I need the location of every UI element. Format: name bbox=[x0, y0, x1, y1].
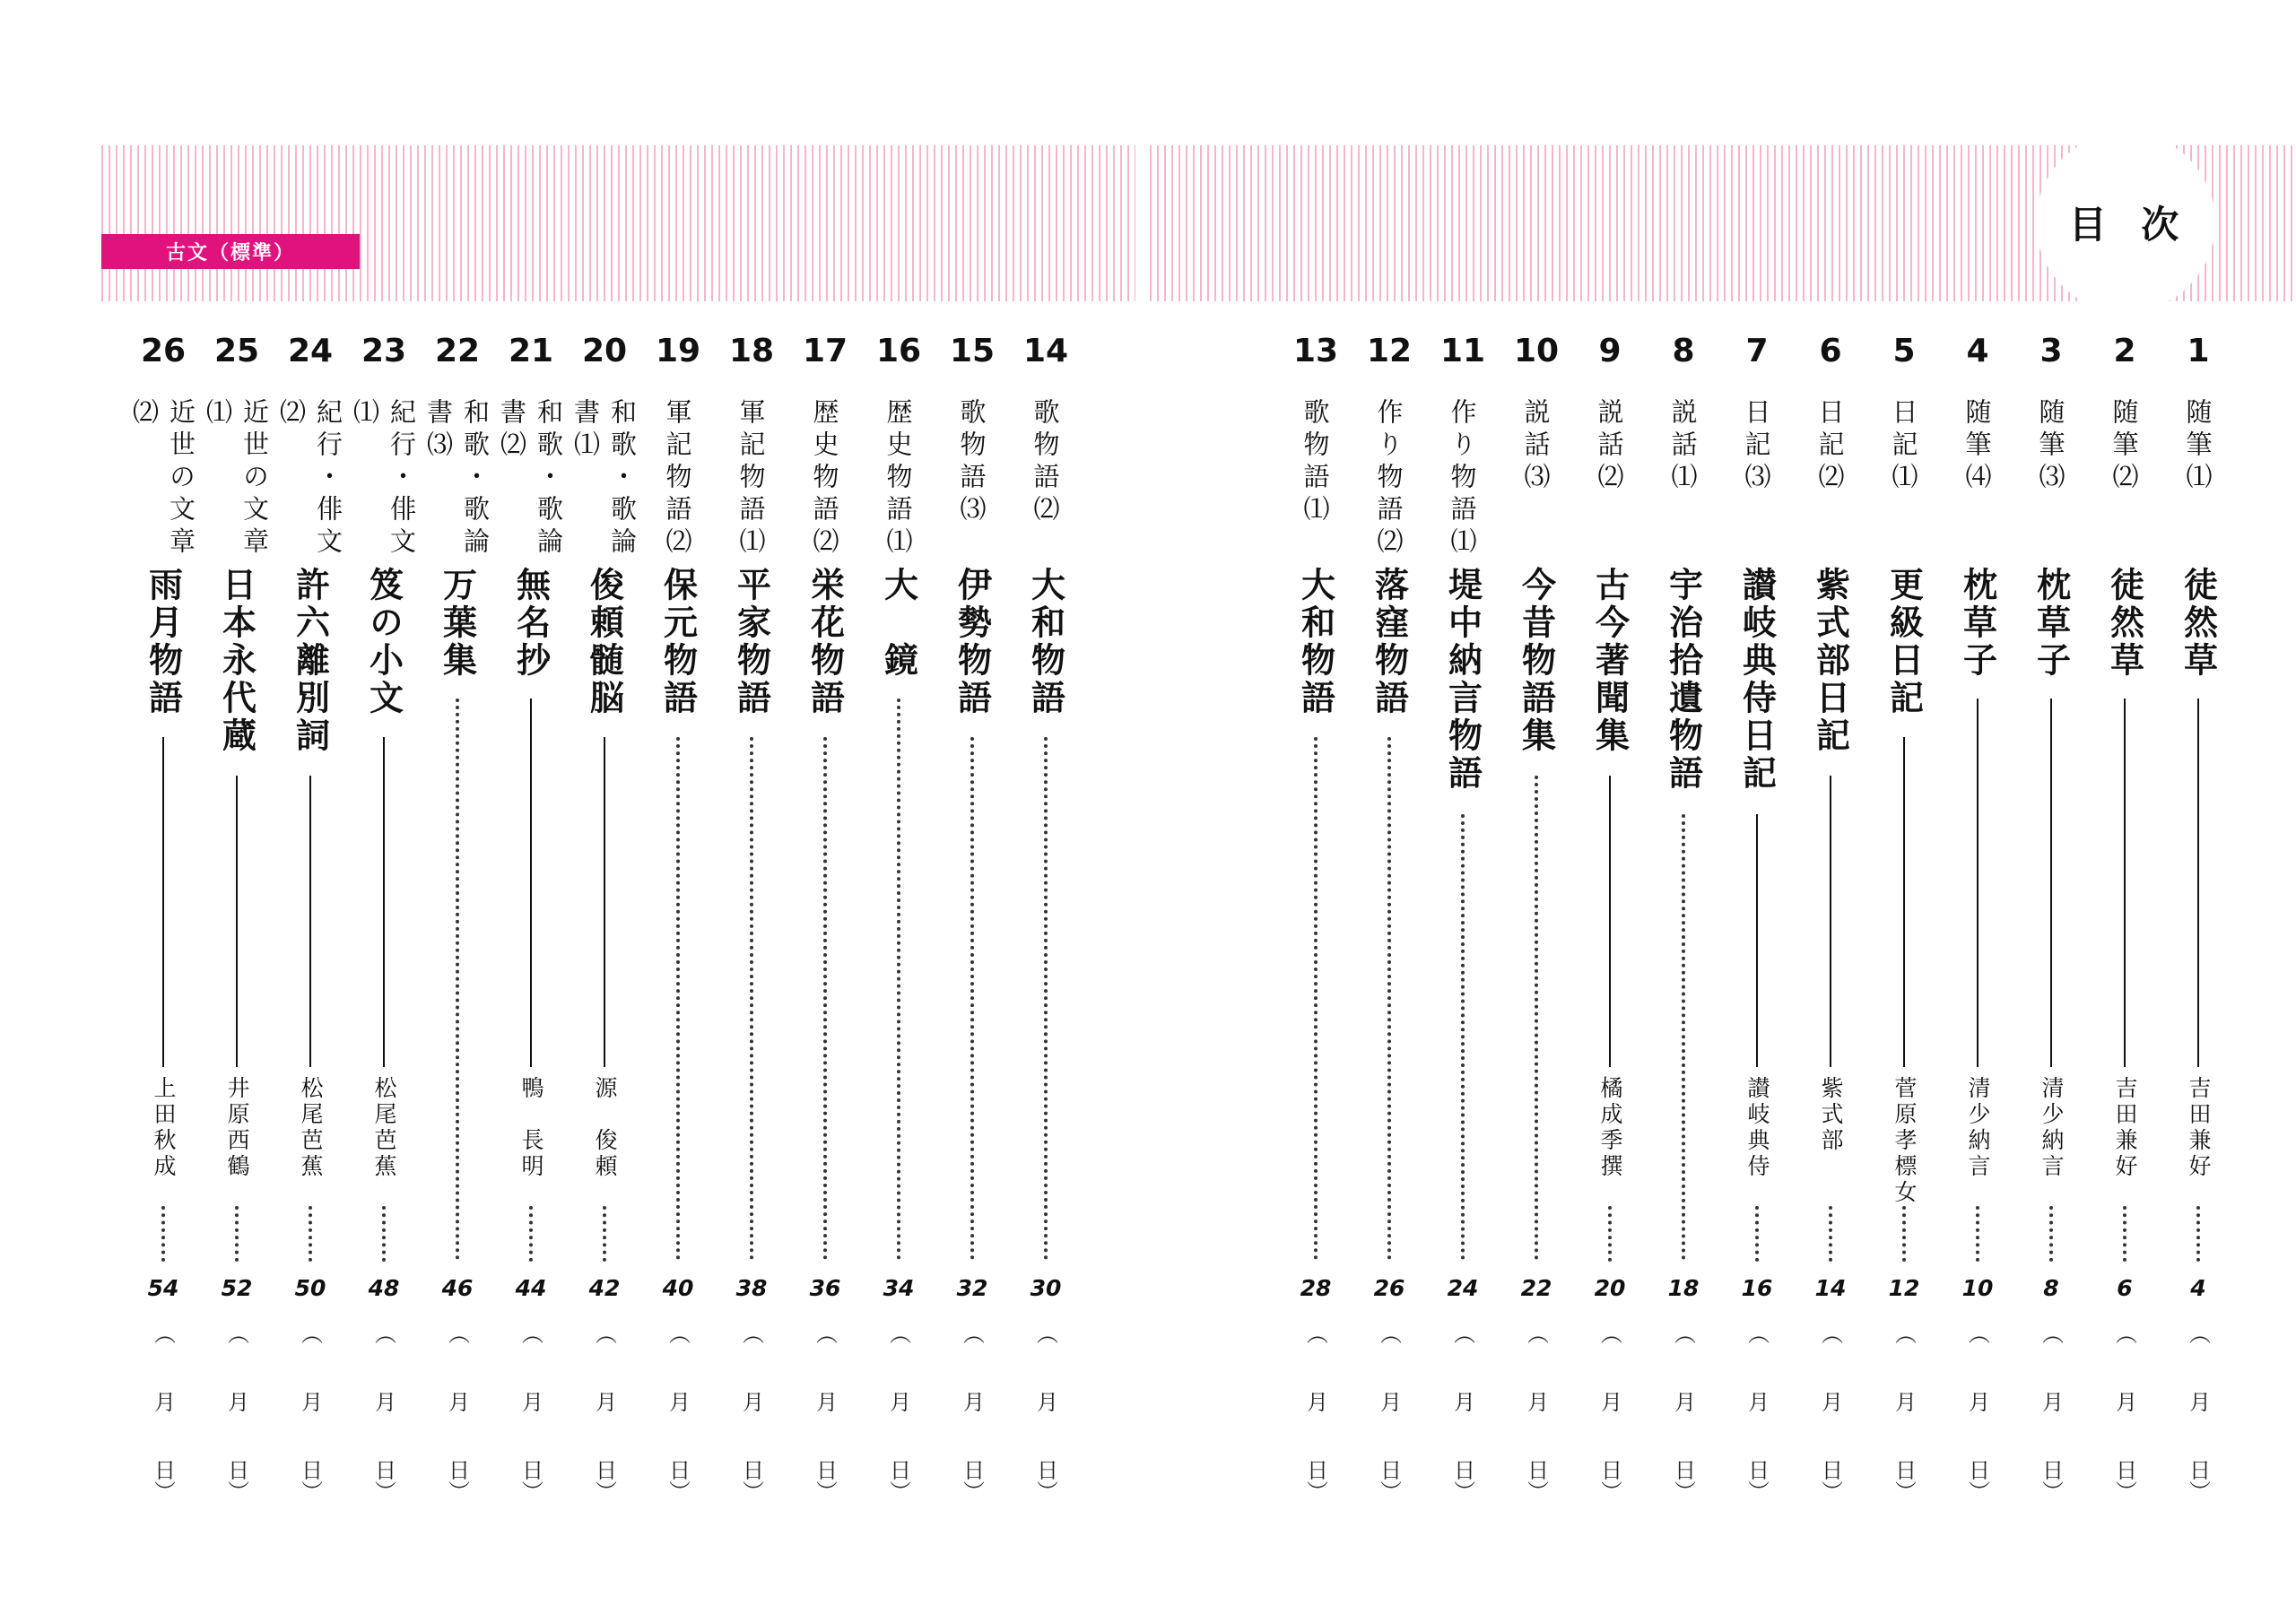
entry-page-number: 36 bbox=[809, 1275, 841, 1301]
date-open-paren: （ bbox=[517, 1323, 544, 1344]
entry-number: 4 bbox=[1966, 333, 1989, 369]
date-month-label: 月 bbox=[1302, 1391, 1328, 1412]
date-open-paren: （ bbox=[1744, 1323, 1770, 1344]
study-date-field[interactable] bbox=[1352, 1323, 1426, 1502]
date-month-label: 月 bbox=[1964, 1391, 1990, 1412]
entry-category: 説話⑵ bbox=[1594, 398, 1625, 495]
entry-work-title: 古今著聞集 bbox=[1589, 567, 1631, 755]
entry-category: 歌物語⑶ bbox=[956, 398, 987, 527]
study-date-field[interactable] bbox=[1279, 1323, 1352, 1502]
leader-line bbox=[383, 737, 385, 1067]
toc-entry[interactable] bbox=[2014, 0, 2088, 1623]
entry-category: 歴史物語⑵ bbox=[809, 398, 840, 560]
entry-number: 23 bbox=[361, 333, 407, 369]
entry-page-number: 50 bbox=[294, 1275, 326, 1301]
date-month-label: 月 bbox=[1523, 1391, 1549, 1412]
entry-page-number: 54 bbox=[147, 1275, 179, 1301]
date-open-paren: （ bbox=[2111, 1323, 2137, 1344]
leader-dots bbox=[529, 1206, 533, 1262]
date-day-label: 日） bbox=[444, 1459, 470, 1502]
entry-number: 5 bbox=[1892, 333, 1916, 369]
entry-number: 2 bbox=[2113, 333, 2136, 369]
date-month-label: 月 bbox=[885, 1391, 911, 1412]
entry-work-title: 落窪物語 bbox=[1369, 567, 1410, 717]
toc-entry[interactable] bbox=[274, 0, 347, 1623]
study-date-field[interactable] bbox=[1573, 1323, 1647, 1502]
entry-work-title: 許六離別詞 bbox=[290, 567, 331, 755]
entry-work-title: 讃岐典侍日記 bbox=[1736, 567, 1778, 793]
study-date-field[interactable] bbox=[1867, 1323, 1941, 1502]
toc-entry[interactable] bbox=[1794, 0, 1867, 1623]
study-date-field[interactable] bbox=[200, 1323, 274, 1502]
entry-category: 説話⑶ bbox=[1520, 398, 1552, 495]
date-day-label: 日） bbox=[1449, 1459, 1475, 1502]
leader-line bbox=[2124, 699, 2126, 1067]
date-open-paren: （ bbox=[2185, 1323, 2211, 1344]
date-month-label: 月 bbox=[665, 1391, 691, 1412]
date-open-paren: （ bbox=[1817, 1323, 1843, 1344]
leader-line bbox=[750, 737, 753, 1260]
leader-dots bbox=[1829, 1206, 1832, 1262]
date-month-label: 月 bbox=[150, 1391, 176, 1412]
leader-line bbox=[236, 776, 238, 1067]
entry-work-title: 更級日記 bbox=[1883, 567, 1925, 717]
entry-number: 25 bbox=[213, 333, 260, 369]
entry-number: 13 bbox=[1292, 333, 1339, 369]
study-date-field[interactable] bbox=[2161, 1323, 2235, 1502]
date-open-paren: （ bbox=[2038, 1323, 2064, 1344]
entry-page-number: 32 bbox=[956, 1275, 988, 1301]
date-open-paren: （ bbox=[150, 1323, 176, 1344]
leader-line bbox=[1314, 737, 1318, 1260]
toc-entry[interactable] bbox=[1426, 0, 1500, 1623]
entry-category: 和歌・歌論書⑴ bbox=[570, 398, 638, 560]
date-day-label: 日） bbox=[1302, 1459, 1328, 1502]
date-open-paren: （ bbox=[1596, 1323, 1622, 1344]
entry-page-number: 42 bbox=[588, 1275, 621, 1301]
toc-entry[interactable] bbox=[568, 0, 641, 1623]
study-date-field[interactable] bbox=[1720, 1323, 1794, 1502]
date-day-label: 日） bbox=[1596, 1459, 1622, 1502]
toc-entry[interactable] bbox=[494, 0, 568, 1623]
date-day-label: 日） bbox=[1670, 1459, 1696, 1502]
date-open-paren: （ bbox=[812, 1323, 838, 1344]
date-open-paren: （ bbox=[1449, 1323, 1475, 1344]
leader-line bbox=[530, 699, 532, 1067]
entry-work-title: 雨月物語 bbox=[143, 567, 184, 717]
toc-entry[interactable] bbox=[641, 0, 715, 1623]
study-date-field[interactable] bbox=[1009, 1323, 1083, 1502]
date-day-label: 日） bbox=[812, 1459, 838, 1502]
entry-page-number: 18 bbox=[1667, 1275, 1700, 1301]
entry-work-title: 保元物語 bbox=[657, 567, 699, 717]
entry-number: 8 bbox=[1672, 333, 1695, 369]
entry-category: 随筆⑷ bbox=[1961, 398, 1993, 495]
entry-work-title: 日本永代蔵 bbox=[216, 567, 257, 755]
study-date-field[interactable] bbox=[421, 1323, 494, 1502]
entry-page-number: 22 bbox=[1520, 1275, 1552, 1301]
toc-entry[interactable] bbox=[1647, 0, 1720, 1623]
date-month-label: 月 bbox=[1032, 1391, 1058, 1412]
date-month-label: 月 bbox=[2185, 1391, 2211, 1412]
entry-work-title: 無名抄 bbox=[510, 567, 552, 680]
entry-work-title: 笈の小文 bbox=[363, 567, 404, 717]
leader-dots bbox=[2049, 1206, 2053, 1262]
entry-category: 和歌・歌論書⑶ bbox=[423, 398, 491, 560]
entry-work-title: 徒然草 bbox=[2104, 567, 2145, 680]
subject-tag: 古文（標準） bbox=[101, 234, 360, 269]
entry-work-title: 俊頼髄脳 bbox=[584, 567, 625, 717]
entry-author: 松尾芭蕉 bbox=[298, 1076, 324, 1180]
entry-category: 日記⑴ bbox=[1888, 398, 1919, 495]
entry-page-number: 46 bbox=[441, 1275, 474, 1301]
entry-work-title: 今昔物語集 bbox=[1516, 567, 1557, 755]
leader-line bbox=[456, 699, 459, 1260]
entry-work-title: 枕草子 bbox=[1957, 567, 1998, 680]
date-day-label: 日） bbox=[517, 1459, 544, 1502]
date-open-paren: （ bbox=[1670, 1323, 1696, 1344]
entry-page-number: 10 bbox=[1961, 1275, 1994, 1301]
entry-page-number: 44 bbox=[515, 1275, 547, 1301]
leader-dots bbox=[235, 1206, 239, 1262]
entry-number: 19 bbox=[655, 333, 701, 369]
entry-page-number: 20 bbox=[1594, 1275, 1626, 1301]
entry-author: 吉田兼好 bbox=[2186, 1076, 2212, 1180]
date-open-paren: （ bbox=[1376, 1323, 1402, 1344]
study-date-field[interactable] bbox=[1500, 1323, 1573, 1502]
entry-number: 16 bbox=[875, 333, 922, 369]
entry-page-number: 52 bbox=[221, 1275, 253, 1301]
leader-line bbox=[604, 737, 605, 1067]
date-month-label: 月 bbox=[812, 1391, 838, 1412]
toc-entry[interactable] bbox=[421, 0, 494, 1623]
entry-work-title: 平家物語 bbox=[731, 567, 772, 717]
entry-work-title: 紫式部日記 bbox=[1810, 567, 1851, 755]
entry-page-number: 6 bbox=[2117, 1275, 2133, 1301]
leader-line bbox=[1461, 814, 1465, 1260]
leader-dots bbox=[603, 1206, 606, 1262]
entry-author: 上田秋成 bbox=[151, 1076, 177, 1180]
study-date-field[interactable] bbox=[2014, 1323, 2088, 1502]
entry-work-title: 宇治拾遺物語 bbox=[1663, 567, 1704, 793]
date-month-label: 月 bbox=[1817, 1391, 1843, 1412]
leader-line bbox=[1535, 776, 1538, 1260]
leader-line bbox=[2197, 699, 2199, 1067]
toc-entry[interactable] bbox=[2088, 0, 2161, 1623]
page-title: 目 次 bbox=[2036, 133, 2215, 312]
toc-entry[interactable] bbox=[1500, 0, 1573, 1623]
entry-author: 紫式部 bbox=[1818, 1076, 1844, 1154]
date-month-label: 月 bbox=[2038, 1391, 2064, 1412]
entry-category: 日記⑵ bbox=[1814, 398, 1846, 495]
entry-category: 紀行・俳文⑴ bbox=[350, 398, 417, 560]
toc-entry[interactable] bbox=[1941, 0, 2014, 1623]
leader-line bbox=[1830, 776, 1831, 1067]
date-day-label: 日） bbox=[297, 1459, 323, 1502]
leader-dots bbox=[2123, 1206, 2126, 1262]
date-day-label: 日） bbox=[1523, 1459, 1549, 1502]
date-open-paren: （ bbox=[444, 1323, 470, 1344]
study-date-field[interactable] bbox=[2088, 1323, 2161, 1502]
leader-line bbox=[1977, 699, 1979, 1067]
date-month-label: 月 bbox=[1596, 1391, 1622, 1412]
date-month-label: 月 bbox=[959, 1391, 985, 1412]
date-day-label: 日） bbox=[2111, 1459, 2137, 1502]
leader-line bbox=[2050, 699, 2052, 1067]
leader-line bbox=[823, 737, 827, 1260]
entry-author: 清少納言 bbox=[2039, 1076, 2065, 1180]
entry-number: 18 bbox=[728, 333, 775, 369]
entry-category: 随筆⑶ bbox=[2035, 398, 2066, 495]
entry-work-title: 伊勢物語 bbox=[952, 567, 993, 717]
leader-line bbox=[1682, 814, 1685, 1260]
entry-category: 近世の文章⑴ bbox=[203, 398, 270, 560]
entry-category: 軍記物語⑵ bbox=[662, 398, 693, 560]
date-month-label: 月 bbox=[1376, 1391, 1402, 1412]
date-open-paren: （ bbox=[297, 1323, 323, 1344]
entry-page-number: 30 bbox=[1030, 1275, 1062, 1301]
study-date-field[interactable] bbox=[788, 1323, 862, 1502]
leader-dots bbox=[1755, 1206, 1759, 1262]
study-date-field[interactable] bbox=[1794, 1323, 1867, 1502]
study-date-field[interactable] bbox=[715, 1323, 788, 1502]
entry-category: 和歌・歌論書⑵ bbox=[497, 398, 564, 560]
entry-page-number: 40 bbox=[662, 1275, 694, 1301]
leader-line bbox=[897, 699, 900, 1260]
study-date-field[interactable] bbox=[862, 1323, 935, 1502]
entry-number: 17 bbox=[802, 333, 848, 369]
entry-page-number: 16 bbox=[1741, 1275, 1773, 1301]
leader-line bbox=[1387, 737, 1391, 1260]
date-day-label: 日） bbox=[2038, 1459, 2064, 1502]
date-month-label: 月 bbox=[738, 1391, 764, 1412]
entry-number: 26 bbox=[140, 333, 187, 369]
leader-line bbox=[162, 737, 164, 1067]
entry-number: 3 bbox=[2039, 333, 2063, 369]
date-day-label: 日） bbox=[223, 1459, 249, 1502]
entry-number: 21 bbox=[508, 333, 554, 369]
date-open-paren: （ bbox=[1891, 1323, 1917, 1344]
date-open-paren: （ bbox=[223, 1323, 249, 1344]
date-month-label: 月 bbox=[1891, 1391, 1917, 1412]
toc-entry[interactable] bbox=[935, 0, 1009, 1623]
leader-line bbox=[1756, 814, 1758, 1067]
toc-entry[interactable] bbox=[1352, 0, 1426, 1623]
study-date-field[interactable] bbox=[347, 1323, 421, 1502]
date-open-paren: （ bbox=[1302, 1323, 1328, 1344]
date-day-label: 日） bbox=[150, 1459, 176, 1502]
date-open-paren: （ bbox=[591, 1323, 617, 1344]
toc-entry[interactable] bbox=[1009, 0, 1083, 1623]
leader-line bbox=[1044, 737, 1048, 1260]
toc-entry[interactable] bbox=[1279, 0, 1352, 1623]
entry-page-number: 8 bbox=[2043, 1275, 2059, 1301]
entry-work-title: 栄花物語 bbox=[804, 567, 846, 717]
date-day-label: 日） bbox=[885, 1459, 911, 1502]
entry-author: 源 俊頼 bbox=[592, 1076, 618, 1180]
study-date-field[interactable] bbox=[568, 1323, 641, 1502]
date-month-label: 月 bbox=[1449, 1391, 1475, 1412]
leader-line bbox=[1903, 737, 1905, 1067]
study-date-field[interactable] bbox=[274, 1323, 347, 1502]
entry-author: 井原西鶴 bbox=[224, 1076, 250, 1180]
toc-entry[interactable] bbox=[2161, 0, 2235, 1623]
entry-author: 松尾芭蕉 bbox=[371, 1076, 397, 1180]
study-date-field[interactable] bbox=[1647, 1323, 1720, 1502]
entry-number: 9 bbox=[1598, 333, 1622, 369]
toc-entry[interactable] bbox=[1573, 0, 1647, 1623]
leader-dots bbox=[1608, 1206, 1612, 1262]
date-day-label: 日） bbox=[370, 1459, 396, 1502]
entry-category: 軍記物語⑴ bbox=[735, 398, 767, 560]
entry-work-title: 大和物語 bbox=[1025, 567, 1066, 717]
date-open-paren: （ bbox=[370, 1323, 396, 1344]
entry-category: 歌物語⑵ bbox=[1030, 398, 1061, 527]
date-day-label: 日） bbox=[738, 1459, 764, 1502]
entry-category: 歴史物語⑴ bbox=[883, 398, 914, 560]
entry-number: 15 bbox=[949, 333, 996, 369]
leader-line bbox=[1609, 776, 1611, 1067]
study-date-field[interactable] bbox=[641, 1323, 715, 1502]
toc-entry[interactable] bbox=[715, 0, 788, 1623]
toc-entry[interactable] bbox=[347, 0, 421, 1623]
entry-number: 11 bbox=[1439, 333, 1486, 369]
leader-dots bbox=[309, 1206, 312, 1262]
leader-line bbox=[309, 776, 311, 1067]
entry-number: 14 bbox=[1022, 333, 1069, 369]
entry-page-number: 34 bbox=[883, 1275, 915, 1301]
date-day-label: 日） bbox=[665, 1459, 691, 1502]
entry-category: 作り物語⑵ bbox=[1373, 398, 1405, 560]
date-month-label: 月 bbox=[1744, 1391, 1770, 1412]
entry-number: 12 bbox=[1366, 333, 1413, 369]
entry-author: 菅原孝標女 bbox=[1892, 1076, 1918, 1206]
entry-category: 作り物語⑴ bbox=[1447, 398, 1478, 560]
entry-author: 讃岐典侍 bbox=[1744, 1076, 1770, 1180]
study-date-field[interactable] bbox=[1941, 1323, 2014, 1502]
date-month-label: 月 bbox=[297, 1391, 323, 1412]
entry-author: 橘成季撰 bbox=[1597, 1076, 1623, 1180]
entry-page-number: 14 bbox=[1814, 1275, 1847, 1301]
entry-number: 6 bbox=[1819, 333, 1842, 369]
entry-number: 10 bbox=[1513, 333, 1560, 369]
leader-line bbox=[676, 737, 680, 1260]
date-open-paren: （ bbox=[959, 1323, 985, 1344]
entry-category: 随筆⑴ bbox=[2182, 398, 2213, 495]
date-month-label: 月 bbox=[370, 1391, 396, 1412]
entry-page-number: 24 bbox=[1447, 1275, 1479, 1301]
date-open-paren: （ bbox=[1523, 1323, 1549, 1344]
entry-category: 近世の文章⑵ bbox=[129, 398, 196, 560]
date-month-label: 月 bbox=[444, 1391, 470, 1412]
entry-work-title: 枕草子 bbox=[2031, 567, 2072, 680]
toc-entry[interactable] bbox=[788, 0, 862, 1623]
entry-number: 24 bbox=[287, 333, 334, 369]
entry-work-title: 堤中納言物語 bbox=[1442, 567, 1483, 793]
entry-work-title: 万葉集 bbox=[437, 567, 478, 680]
date-day-label: 日） bbox=[1744, 1459, 1770, 1502]
leader-dots bbox=[1976, 1206, 1979, 1262]
date-open-paren: （ bbox=[738, 1323, 764, 1344]
date-month-label: 月 bbox=[1670, 1391, 1696, 1412]
date-month-label: 月 bbox=[223, 1391, 249, 1412]
entry-work-title: 大和物語 bbox=[1295, 567, 1336, 717]
leader-dots bbox=[1902, 1206, 1906, 1262]
date-month-label: 月 bbox=[2111, 1391, 2137, 1412]
date-month-label: 月 bbox=[591, 1391, 617, 1412]
entry-page-number: 4 bbox=[2190, 1275, 2206, 1301]
toc-entry[interactable] bbox=[1720, 0, 1794, 1623]
date-open-paren: （ bbox=[885, 1323, 911, 1344]
entry-category: 日記⑶ bbox=[1741, 398, 1772, 495]
entry-page-number: 28 bbox=[1300, 1275, 1332, 1301]
leader-line bbox=[970, 737, 974, 1260]
entry-page-number: 38 bbox=[735, 1275, 768, 1301]
entry-category: 随筆⑵ bbox=[2109, 398, 2140, 495]
toc-entry[interactable] bbox=[126, 0, 200, 1623]
date-day-label: 日） bbox=[1032, 1459, 1058, 1502]
entry-page-number: 48 bbox=[368, 1275, 400, 1301]
leader-dots bbox=[2196, 1206, 2200, 1262]
entry-page-number: 12 bbox=[1888, 1275, 1920, 1301]
entry-number: 7 bbox=[1745, 333, 1769, 369]
entry-author: 鴨 長明 bbox=[518, 1076, 544, 1180]
date-open-paren: （ bbox=[1964, 1323, 1990, 1344]
date-day-label: 日） bbox=[1376, 1459, 1402, 1502]
date-open-paren: （ bbox=[1032, 1323, 1058, 1344]
study-date-field[interactable] bbox=[935, 1323, 1009, 1502]
entry-number: 20 bbox=[581, 333, 628, 369]
date-day-label: 日） bbox=[1817, 1459, 1843, 1502]
entry-number: 22 bbox=[434, 333, 481, 369]
study-date-field[interactable] bbox=[126, 1323, 200, 1502]
entry-author: 吉田兼好 bbox=[2112, 1076, 2138, 1180]
entry-number: 1 bbox=[2187, 333, 2210, 369]
entry-author: 清少納言 bbox=[1965, 1076, 1991, 1180]
date-day-label: 日） bbox=[1891, 1459, 1917, 1502]
entry-work-title: 大 鏡 bbox=[878, 567, 919, 680]
entry-work-title: 徒然草 bbox=[2178, 567, 2219, 680]
study-date-field[interactable] bbox=[1426, 1323, 1500, 1502]
date-day-label: 日） bbox=[1964, 1459, 1990, 1502]
date-month-label: 月 bbox=[517, 1391, 544, 1412]
entry-category: 歌物語⑴ bbox=[1300, 398, 1331, 527]
date-open-paren: （ bbox=[665, 1323, 691, 1344]
toc-entry[interactable] bbox=[200, 0, 274, 1623]
study-date-field[interactable] bbox=[494, 1323, 568, 1502]
toc-entry[interactable] bbox=[862, 0, 935, 1623]
entry-page-number: 26 bbox=[1373, 1275, 1405, 1301]
toc-entry[interactable] bbox=[1867, 0, 1941, 1623]
date-day-label: 日） bbox=[959, 1459, 985, 1502]
leader-dots bbox=[382, 1206, 386, 1262]
entry-category: 紀行・俳文⑵ bbox=[276, 398, 344, 560]
leader-dots bbox=[161, 1206, 165, 1262]
date-day-label: 日） bbox=[2185, 1459, 2211, 1502]
date-day-label: 日） bbox=[591, 1459, 617, 1502]
entry-category: 説話⑴ bbox=[1667, 398, 1699, 495]
